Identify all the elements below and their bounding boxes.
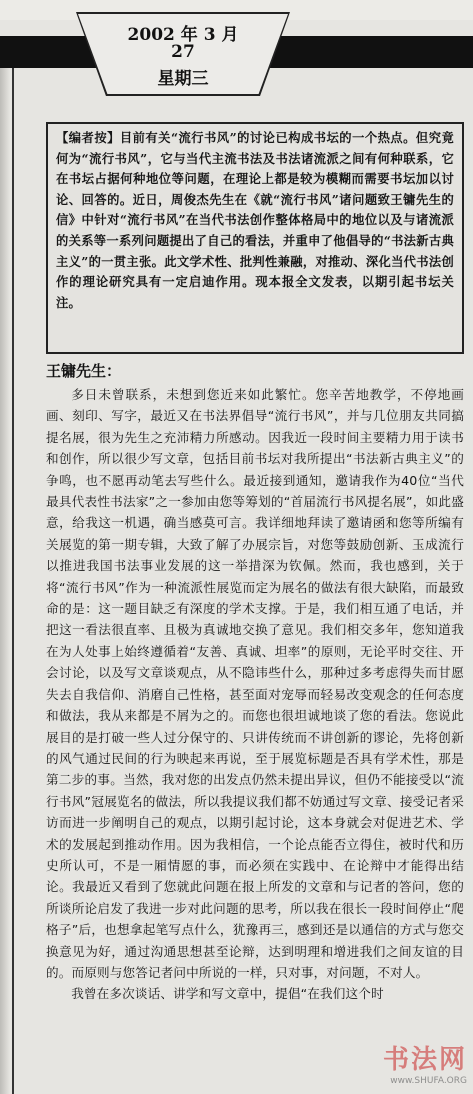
letter-salutation: 王镛先生： [46,362,122,380]
watermark-logo: 书法网 [382,1045,467,1075]
editor-note-text: 目前有关“流行书风”的讨论已构成书坛的一个热点。但究竟何为“流行书风”，它与当代主流书法及书法诸流派之间有何种联系，它在书坛占据何种地位等问题，在理论上都是较为模糊而需要书坛加以讨论、回答的。近日，周俊杰先生在《就“流行书风”诸问题致王镛先生的信》中针对“流行书风”在当代书法创作整体格局中的地位以及与诸流派的关系等一系列问题提出了自己的看法，并重申了他倡导的“书法新古典主义”的一贯主张。此文学术性、批判性兼融，对推动、深化当代书法创作的理论研究具有一定启迪作用。现本报全文发表，以期引起书坛关注。 [56,130,454,310]
column-rule [12,68,14,1094]
editor-note [56,128,454,313]
editor-note-tag: 【编者按】 [56,131,120,145]
letter-paragraph-2: 我曾在多次谈话、讲学和写文章中，提倡“在我们这个时 [71,986,384,1002]
page-shadow-edge [0,68,10,1094]
letter-paragraph-1: 多日未曾联系，未想到您近来如此繁忙。您辛苦地教学，不停地画画、刻印、写字，最近又在书法界倡导“流行书风”，并与几位朋友共同搞提名展，很为先生之充沛精力所感动。因我近一段时间主要精力用于读书和创作，所以很少写文章，包括目前书坛对我所提出“书法新古典主义”的争鸣，也不愿再动笔去写些什么。最近接到通知，邀请我作为40位“当代最具代表性书法家”之一参加由您等筹划的“首届流行书风提名展”，如此盛意，给我这一机遇，确当感莫可言。我详细地拜读了邀请函和您等所编有关展览的第一期专辑，大致了解了办展宗旨，对您等鼓励创新、玉成流行以推进我国书法事业发展的这一举措深为钦佩。然而，我也感到，关于将“流行书风”作为一种流派性展览而定为展名的做法有很大缺陷，而最致命的是：这一题目缺乏有深度的学术支撑。于是，我们相互通了电话，并把这一看法很直率、且极为真诚地交换了意见。我们相交多年，您知道我在为人处事上始终遵循着“友善、真诚、坦率”的原则，无论平时交往、开会讨论，以及写文章谈观点，从不隐讳些什么，那种过多考虑得失而甘愿失去自我信仰、消磨自己性格，甚至面对宠辱而轻易改变观念的任何态度和做法，我从来都是不屑为之的。而您也很坦诚地谈了您的看法。您说此展目的是打破一些人过分保守的、只讲传统而不讲创新的谬论，先将创新的风气通过民间的行为映起来再说，至于展览标题是否具有学术性，那是第二步的事。当然，我对您的出发点仍然未提出异议，但仍不能接受以“流行书风”冠展览名的做法，所以我提议我们都不妨通过写文章、接受记者采访而进一步阐明自己的观点，以期引起讨论，这本身就会对促进艺术、学术的发展起到推动作用。因为我相信，一个论点能否立得住，被时代和历史所认可，不是一厢情愿的事，而必须在实践中、在论辩中才能得出结论。我最近又看到了您就此问题在报上所发的文章和与记者的答问，您的所谈所论启发了我进一步对此问题的思考，所以我在很长一段时间停止“爬格子”后，也想拿起笔写点什么，犹豫再三，感到还是以通信的方式与您交换意见为好，通过沟通思想甚至论辩，达到明理和增进我们之间友谊的目的。而原则与您答记者问中所说的一样，只对事，对问题，不对人。 [46,387,464,980]
watermark-url: www.SHUFA.ORG [390,1076,467,1086]
letter-body [46,384,464,1086]
date-day: 27 [171,42,195,62]
watermark [383,1039,467,1086]
date-year-month: 2002 年 3 月 [127,25,239,45]
date-weekday: 星期三 [157,69,209,89]
